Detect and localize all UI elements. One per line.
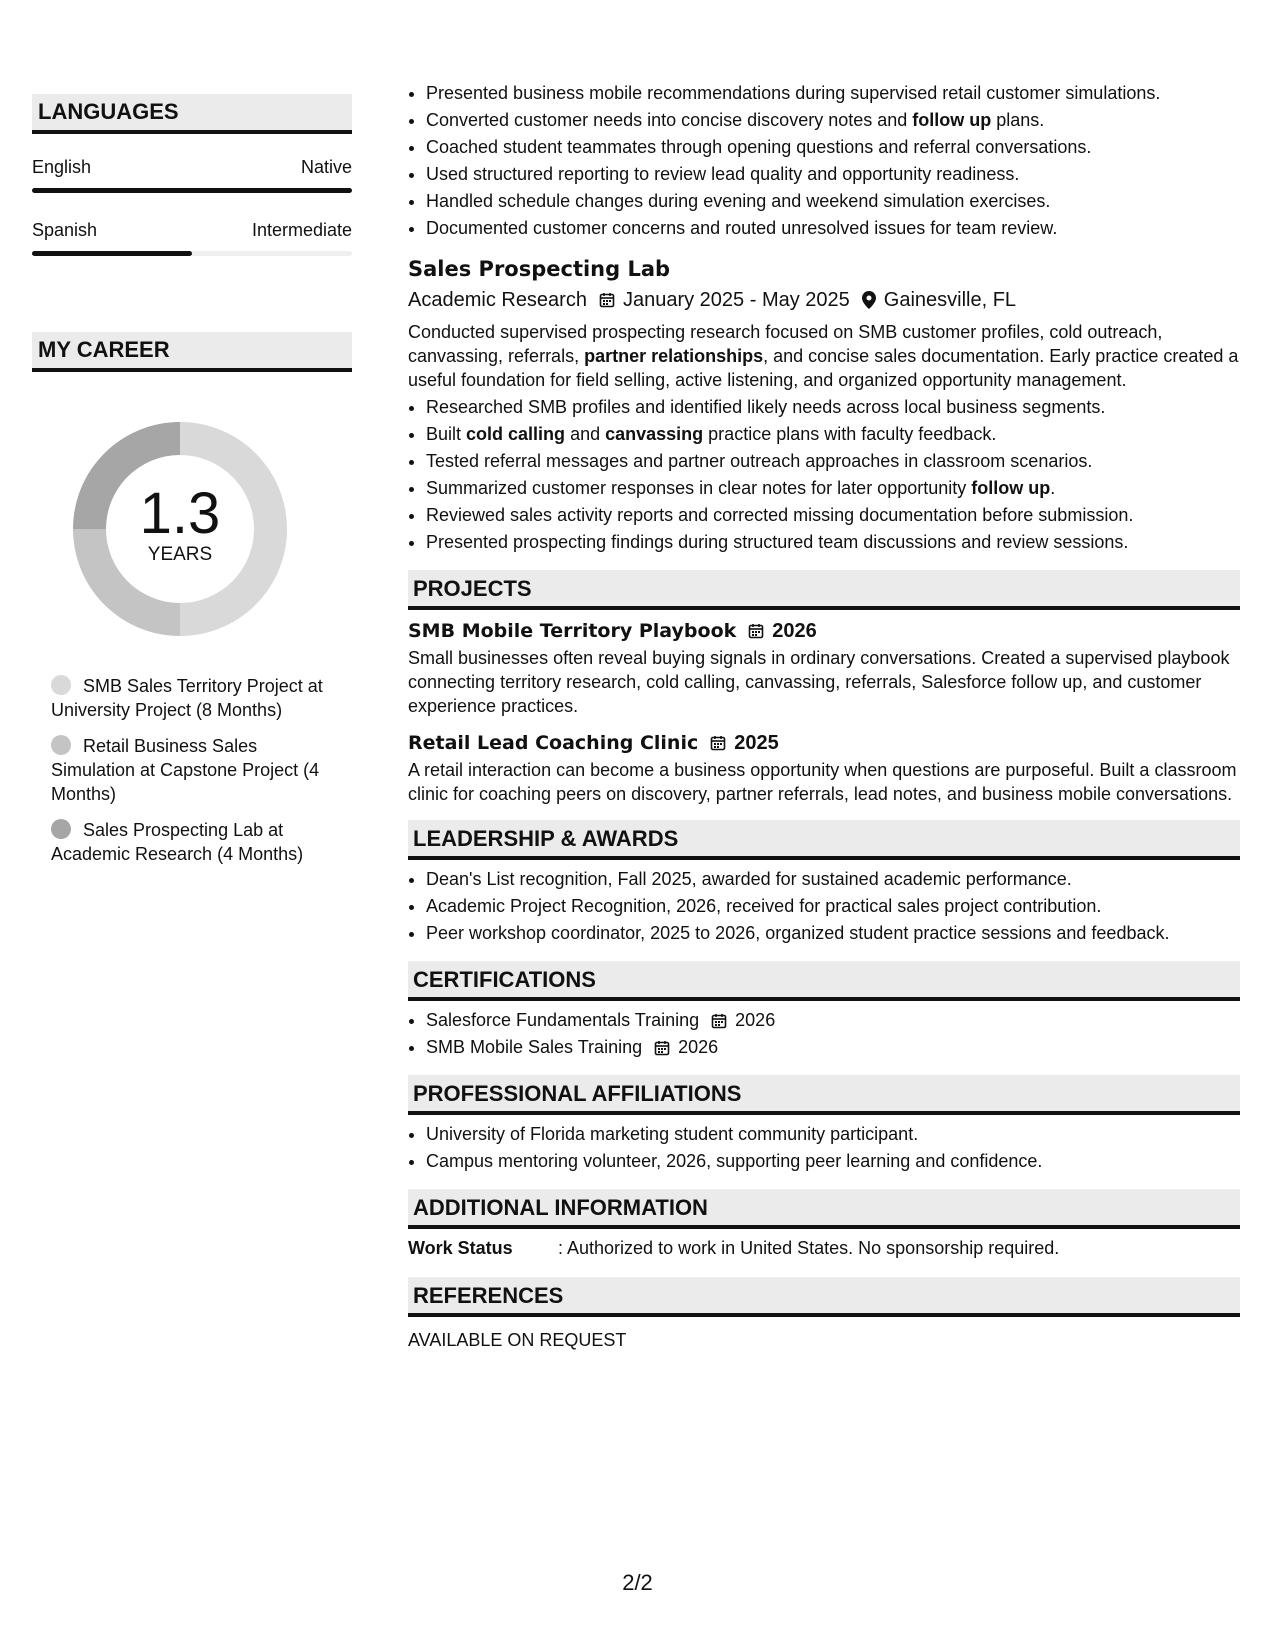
- additional-info-heading: ADDITIONAL INFORMATION: [408, 1189, 1240, 1229]
- bullet-text: plans.: [991, 110, 1045, 130]
- certification-year: 2026: [735, 1010, 776, 1030]
- job-title: Sales Prospecting Lab: [408, 257, 671, 281]
- legend-dot: [51, 675, 71, 695]
- location-pin-icon: [862, 291, 876, 309]
- bullet-item: • University of Florida marketing student community participant.: [426, 1121, 1240, 1148]
- language-bar-fill: [32, 188, 352, 193]
- bullet-item: • Built cold calling and canvassing practice plans with faculty feedback.: [426, 421, 1240, 448]
- language-name: Spanish: [32, 220, 98, 240]
- calendar-icon: [599, 292, 615, 308]
- bullet-item: • Presented prospecting findings during structured team discussions and review sessions.: [426, 529, 1240, 556]
- career-heading: MY CAREER: [32, 332, 352, 372]
- bullet-item: • Documented customer concerns and routed unresolved issues for team review.: [426, 215, 1240, 242]
- calendar-icon: [654, 1040, 670, 1056]
- bullet-item: • Reviewed sales activity reports and corrected missing documentation before submission.: [426, 502, 1240, 529]
- job-bullets: [408, 394, 1240, 556]
- bullet-item: • Used structured reporting to review lead quality and opportunity readiness.: [426, 161, 1240, 188]
- project-description: A retail interaction can become a business opportunity when questions are purposeful. Built a classroom clinic for coaching peers on discovery, partner referrals, lead notes, and business mobile conversations.: [408, 760, 1237, 804]
- job-meta: [408, 284, 1240, 316]
- left-column: [32, 94, 352, 878]
- legend-label: Sales Prospecting Lab at Academic Research (4 Months): [51, 820, 304, 864]
- language-bar-fill: [32, 251, 192, 256]
- legend-dot: [51, 819, 71, 839]
- career-total: 1.3: [139, 481, 221, 546]
- bullet-item: • Academic Project Recognition, 2026, received for practical sales project contribution.: [426, 893, 1240, 920]
- calendar-icon: [711, 1013, 727, 1029]
- languages-heading: LANGUAGES: [32, 94, 352, 134]
- page-number: 2/2: [622, 1570, 653, 1595]
- legend-item: [51, 674, 341, 722]
- bullet-item: [426, 107, 1240, 134]
- legend-item: [51, 734, 341, 806]
- career-donut-chart: [65, 414, 295, 644]
- bullet-bold: follow up: [912, 110, 992, 130]
- references-text: AVAILABLE ON REQUEST: [408, 1330, 627, 1350]
- projects-heading: PROJECTS: [408, 570, 1240, 610]
- certification-year: 2026: [678, 1037, 719, 1057]
- project-title: Retail Lead Coaching Clinic 2025: [408, 728, 1240, 758]
- career-unit: YEARS: [147, 544, 213, 565]
- legend-dot: [51, 735, 71, 755]
- certification-item: • SMB Mobile Sales Training 2026: [426, 1034, 1240, 1061]
- bullet-text: Converted customer needs into concise discovery notes and: [426, 110, 913, 130]
- project-year: 2026: [772, 620, 817, 642]
- work-status-label: Work Status: [408, 1238, 513, 1258]
- calendar-icon: [710, 735, 726, 751]
- language-name: English: [32, 157, 92, 177]
- language-level: Native: [300, 157, 352, 177]
- job-description: Conducted supervised prospecting research focused on SMB customer profiles, cold outreach, canvassing, referrals, partner relationships, and concise sales documentation. Early practice created a useful foundation for field selling, active listening, and organized opportunity management.: [408, 322, 1239, 390]
- language-english: [32, 156, 352, 193]
- leadership-heading: LEADERSHIP & AWARDS: [408, 820, 1240, 860]
- bullet-item: • Tested referral messages and partner outreach approaches in classroom scenarios.: [426, 448, 1240, 475]
- project-description: Small businesses often reveal buying signals in ordinary conversations. Created a supervised playbook connecting territory research, cold calling, canvassing, referrals, Salesforce follow up, and customer experience practices.: [408, 648, 1230, 716]
- certifications-list: [408, 1007, 1240, 1061]
- language-bar: [32, 188, 352, 193]
- project-title: SMB Mobile Territory Playbook 2026: [408, 616, 1240, 646]
- legend-label: Retail Business Sales Simulation at Capstone Project (4 Months): [51, 736, 320, 804]
- legend-item: [51, 818, 341, 866]
- affiliations-heading: PROFESSIONAL AFFILIATIONS: [408, 1075, 1240, 1115]
- bullet-item: • Presented business mobile recommendations during supervised retail customer simulations.: [426, 80, 1240, 107]
- job-location: Gainesville, FL: [883, 289, 1017, 311]
- right-column: [408, 80, 1240, 1355]
- bullet-item: • Campus mentoring volunteer, 2026, supporting peer learning and confidence.: [426, 1148, 1240, 1175]
- certifications-heading: CERTIFICATIONS: [408, 961, 1240, 1001]
- bullet-item: • Summarized customer responses in clear notes for later opportunity follow up.: [426, 475, 1240, 502]
- affiliations-list: [408, 1121, 1240, 1175]
- project-year: 2025: [734, 732, 779, 754]
- leadership-list: [408, 866, 1240, 947]
- language-bar: [32, 251, 352, 256]
- language-level: Intermediate: [251, 220, 352, 240]
- certification-item: • Salesforce Fundamentals Training 2026: [426, 1007, 1240, 1034]
- job-org: Academic Research: [408, 289, 587, 311]
- legend-label: SMB Sales Territory Project at University Project (8 Months): [51, 676, 323, 720]
- career-legend: [32, 674, 341, 866]
- bullet-item: • Peer workshop coordinator, 2025 to 2026, organized student practice sessions and feedback.: [426, 920, 1240, 947]
- bullet-item: • Dean's List recognition, Fall 2025, awarded for sustained academic performance.: [426, 866, 1240, 893]
- bullet-item: • Researched SMB profiles and identified likely needs across local business segments.: [426, 394, 1240, 421]
- bullet-item: • Coached student teammates through opening questions and referral conversations.: [426, 134, 1240, 161]
- language-spanish: [32, 219, 352, 256]
- calendar-icon: [748, 623, 764, 639]
- job-dates: January 2025 - May 2025: [622, 289, 850, 311]
- work-status-value: : Authorized to work in United States. No sponsorship required.: [558, 1238, 1060, 1258]
- references-heading: REFERENCES: [408, 1277, 1240, 1317]
- work-status-row: [408, 1233, 1240, 1263]
- experience-bullets: [408, 80, 1240, 242]
- bullet-item: • Handled schedule changes during evening and weekend simulation exercises.: [426, 188, 1240, 215]
